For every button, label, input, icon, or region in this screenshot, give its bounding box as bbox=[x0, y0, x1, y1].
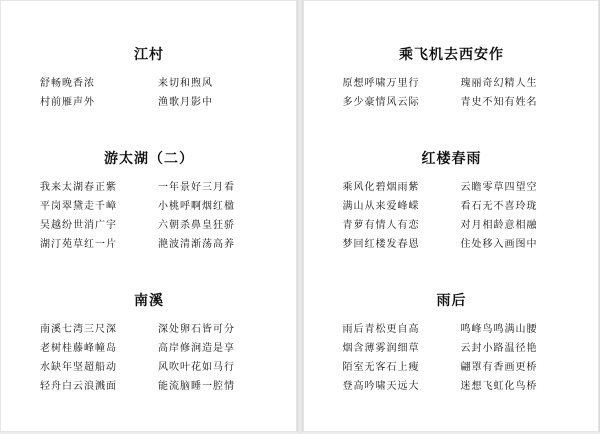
poem-lines bbox=[0, 320, 298, 392]
left-page bbox=[0, 0, 298, 432]
poem-lines bbox=[0, 74, 298, 108]
poem-xian-flight bbox=[303, 44, 600, 108]
poem-line: 高岸修涧造是享 bbox=[158, 343, 235, 354]
poem-line: 原想呼啸万里行 bbox=[342, 78, 420, 89]
poem-line: 老树桂藤峰幢岛 bbox=[40, 343, 117, 354]
poem-line: 迷想飞虹化鸟桥 bbox=[460, 381, 538, 392]
poem-line: 六朝杀鼻皇狂骄 bbox=[158, 220, 235, 231]
poem-line: 云瞻零草四望空 bbox=[460, 182, 538, 193]
poem-line: 瑰丽奇幻精人生 bbox=[460, 78, 538, 89]
poem-line: 南溪七湾三尺深 bbox=[40, 324, 117, 335]
poem-line: 来切和煦风 bbox=[158, 78, 213, 89]
poem-line: 云封小路温径艳 bbox=[460, 343, 538, 354]
poem-line: 水缺年坚超船动 bbox=[40, 362, 117, 373]
poem-title: 南溪 bbox=[134, 293, 164, 309]
poem-title: 乘飞机去西安作 bbox=[399, 47, 504, 63]
poem-line: 青史不知有姓名 bbox=[460, 97, 538, 108]
poem-line: 翩罩有香画更桥 bbox=[460, 362, 538, 373]
poem-line: 一年景好三月看 bbox=[158, 182, 235, 193]
poem-line: 滟波清渐荡高养 bbox=[158, 239, 235, 250]
poem-nanxi bbox=[0, 290, 298, 392]
poem-line: 风吹叶花如马行 bbox=[158, 362, 235, 373]
poem-title: 红楼春雨 bbox=[421, 151, 482, 167]
poem-title: 游太湖（二） bbox=[104, 151, 194, 167]
poem-youtaihu bbox=[0, 148, 298, 250]
poem-line: 深处卵石皆可分 bbox=[158, 324, 235, 335]
poem-line: 小桃呼啊烟红楹 bbox=[158, 201, 235, 212]
poem-line: 住处移入画图中 bbox=[460, 239, 538, 250]
poem-line: 梦回红楼发春恩 bbox=[342, 239, 420, 250]
poem-line: 雨后青松更自高 bbox=[342, 324, 420, 335]
poem-honglou-chunyu bbox=[303, 148, 600, 250]
poem-line: 陌室无客石上瘦 bbox=[342, 362, 420, 373]
poem-line: 渔歌月影中 bbox=[158, 97, 213, 108]
poem-yuhou bbox=[303, 290, 600, 392]
poem-title: 雨后 bbox=[436, 293, 467, 309]
poem-line: 满山从来爱峰嵘 bbox=[342, 201, 420, 212]
poem-line: 轻舟白云浪溅面 bbox=[40, 381, 117, 392]
poem-line: 我来太湖春正紫 bbox=[40, 182, 117, 193]
poem-line: 登高吟啸天远大 bbox=[342, 381, 420, 392]
poem-line: 平岗翠黛走千嶂 bbox=[40, 201, 117, 212]
poem-line: 吴越纷世消广宇 bbox=[40, 220, 117, 231]
poem-jiangcun bbox=[0, 44, 298, 108]
poem-line: 青萝有情人有恋 bbox=[342, 220, 420, 231]
right-page bbox=[302, 0, 600, 432]
poem-title: 江村 bbox=[134, 47, 164, 63]
poem-line: 多少豪情风云际 bbox=[342, 97, 420, 108]
poem-line: 看石无不喜玲珑 bbox=[460, 201, 538, 212]
poem-lines bbox=[0, 178, 298, 250]
poem-lines bbox=[303, 320, 600, 392]
poem-line: 对月相龄意相融 bbox=[460, 220, 538, 231]
poem-line: 舒畅晚香浓 bbox=[40, 78, 95, 89]
poem-line: 鸣峰鸟鸣满山腰 bbox=[460, 324, 538, 335]
poem-line: 烟含薄雾润细草 bbox=[342, 343, 420, 354]
poem-line: 能流脑睡一腔情 bbox=[158, 381, 235, 392]
poem-line: 湖汀苑草红一片 bbox=[40, 239, 117, 250]
poem-lines bbox=[303, 178, 600, 250]
poem-line: 乘风化碧烟雨紫 bbox=[342, 182, 420, 193]
poem-lines bbox=[303, 74, 600, 108]
poem-line: 村前雁声外 bbox=[40, 97, 95, 108]
